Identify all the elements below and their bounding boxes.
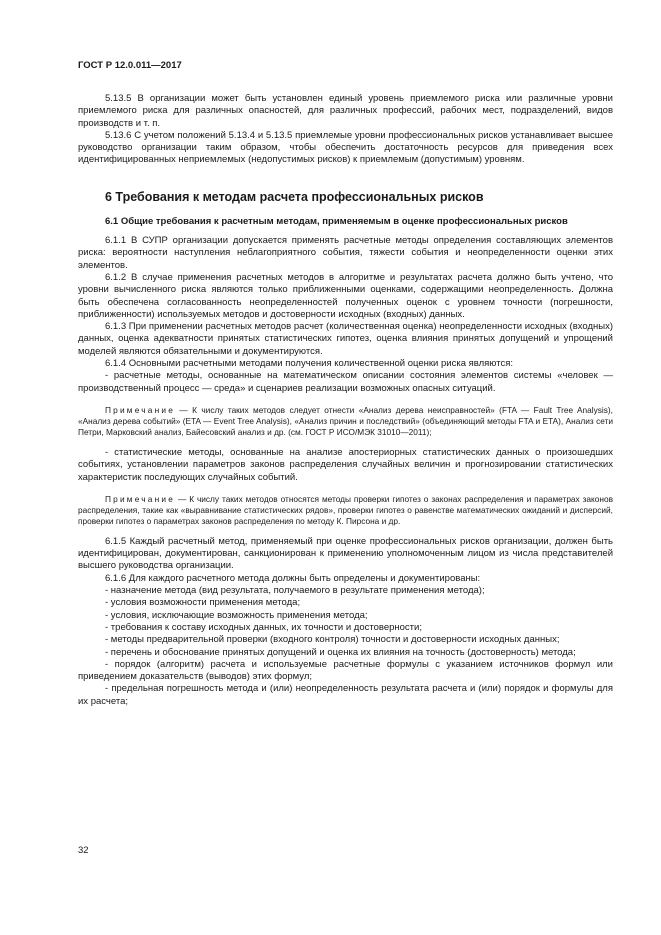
note-2 [78,494,613,527]
list-item-error: - предельная погрешность метода и (или) неопределенность результата расчета и (или) порядок и формулы для их расчета; [78,683,613,707]
note-2-label: Примечание [105,493,176,504]
document-header: ГОСТ Р 12.0.011—2017 [78,60,182,71]
list-item-exclusions: - условия, исключающие возможность применения метода; [105,609,368,621]
list-item-input-control: - методы предварительной проверки (входного контроля) точности и достоверности исходных данных; [105,634,560,646]
page-content [78,93,613,708]
paragraph-6-1-1: 6.1.1 В СУПР организации допускается применять расчетные методы определения составляющих элементов риска: вероятности наступления неблагоприятного события, тяжести события и неопределенности оценки этих элементов. [78,235,613,271]
list-item-assumptions: - перечень и обоснование принятых допущений и оценка их влияния на точность (достоверность) метода; [105,646,576,658]
page-number: 32 [78,845,89,856]
paragraph-6-1-6: 6.1.6 Для каждого расчетного метода должны быть определены и документированы: [105,572,481,584]
note-1-label: Примечание [105,404,176,415]
paragraph-6-1-4: 6.1.4 Основными расчетными методами получения количественной оценки риска являются: [105,358,513,370]
paragraph-6-1-2: 6.1.2 В случае применения расчетных методов в алгоритме и результатах расчета должно быть учтено, что уровни вычисленного риска являются только приближенными оценками, содержащими неопределенность. Должна быть обеспечена согласованность неопределенностей полученных оценок с уровнем точности (погрешности, приближенности) используемых методов и достоверности исходных (входных) данных. [78,271,613,320]
paragraph-5-13-6: 5.13.6 С учетом положений 5.13.4 и 5.13.5 приемлемые уровни профессиональных рисков устанавливает высшее руководство организации таким образом, чтобы обеспечить достаточность ресурсов для приведения всех идентифицированных неприемлемых (недопустимых рисков) к приемлемым (допустимым) уровням. [78,129,613,166]
paragraph-6-1-3: 6.1.3 При применении расчетных методов расчет (количественная оценка) неопределенности исходных (входных) данных, оценка адекватности принятых статистических гипотез, оценка влияния принятых допущений и упрощений моделей являются обязательными и документируются. [78,321,613,357]
note-2-text: — К числу таких методов относятся методы проверки гипотез о законах распределения и параметрах законов распределения, такие как «выравнивание статистических рядов», проверки гипотез о равенстве математических ожиданий и дисперсий, проверки гипотез о параметрах законов распределения по методу К. Пирсона и др. [78,493,613,526]
list-item-input-requirements: - требования к составу исходных данных, их точности и достоверности; [105,621,422,633]
list-item-statistical-methods: - статистические методы, основанные на анализе апостериорных статистических данных о произошедших событиях, установлении параметров законов распределения случайных величин и прогнозировании статистических характеристик последующих случайных событий. [78,446,613,483]
note-1 [78,405,613,438]
note-1-text: — К числу таких методов следует отнести «Анализ дерева неисправностей» (FTA — Fault Tree Analysis), «Анализ дерева событий» (ETA — Event Tree Analysis), «Анализ причин и последствий» (объединяющий методы FTA и ETA), Анализ сети Петри, Марковский анализ, Байесовский анализ и др. (см. ГОСТ Р ИСО/МЭК 31010—2011); [78,404,613,437]
section-6-1-heading: 6.1 Общие требования к расчетным методам, применяемым в оценке профессиональных рисков [105,215,568,227]
list-item-purpose: - назначение метода (вид результата, получаемого в результате применения метода); [105,585,485,597]
list-item-calculation-methods: - расчетные методы, основанные на математическом описании состояния элементов системы «человек — производственный процесс — среда» и сценариев реализации возможных опасных ситуаций. [78,370,613,394]
section-6-heading: 6 Требования к методам расчета профессиональных рисков [105,189,484,204]
paragraph-5-13-5: 5.13.5 В организации может быть установлен единый уровень приемлемого риска или различные уровни приемлемого риска для различных опасностей, для различных профессий, рабочих мест, подразделений, видов производств и т. п. [78,93,613,129]
list-item-conditions: - условия возможности применения метода; [105,597,301,609]
paragraph-6-1-5: 6.1.5 Каждый расчетный метод, применяемый при оценке профессиональных рисков организации, должен быть идентифицирован, документирован, санкционирован к применению уполномоченным лицом из числа представителей высшего руководства организации. [78,535,613,572]
list-item-algorithm: - порядок (алгоритм) расчета и используемые расчетные формулы с указанием источников формул или приведением доказательств (выводов) этих формул; [78,658,613,683]
